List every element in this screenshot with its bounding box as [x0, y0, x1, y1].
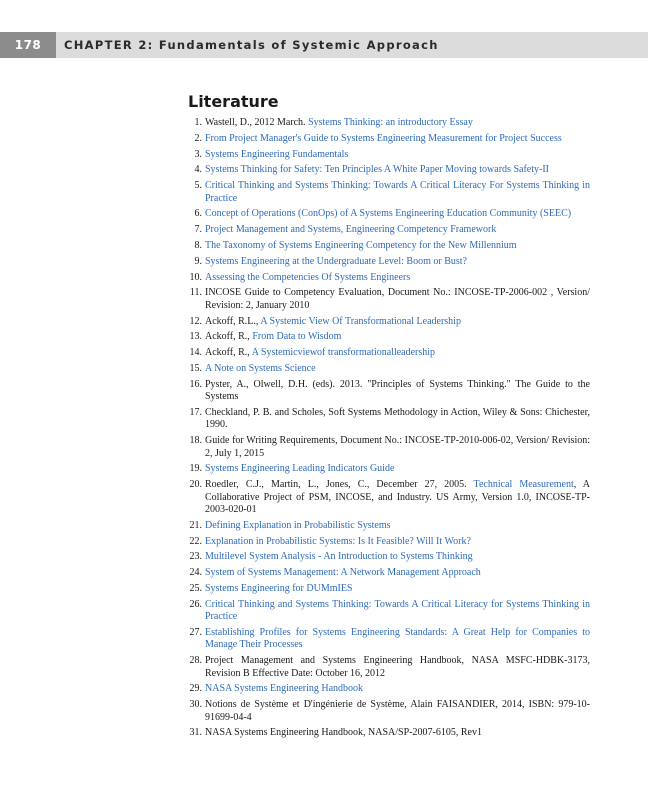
reference-item	[188, 287, 590, 312]
reference-number: 14.	[189, 347, 202, 359]
reference-number: 1.	[194, 117, 202, 128]
reference-item	[188, 149, 590, 161]
reference-list	[188, 117, 590, 743]
reference-item	[188, 407, 590, 432]
reference-item	[188, 435, 590, 460]
reference-item	[188, 627, 590, 652]
reference-item	[188, 379, 590, 404]
reference-number: 12.	[189, 315, 202, 327]
reference-item	[188, 727, 590, 739]
reference-item	[188, 180, 590, 205]
reference-item	[188, 463, 590, 475]
reference-item	[188, 331, 590, 343]
reference-text: Project Management and Systems Engineering Handbook, NASA MSFC-HDBK-3173, Revision B Effective Date: October 16, 2012	[205, 655, 590, 679]
reference-text: Ackoff, R.,	[205, 347, 252, 359]
reference-number: 18.	[189, 435, 202, 447]
reference-number: 20.	[189, 479, 202, 491]
reference-link[interactable]: Systems Engineering for DUMmIES	[205, 582, 353, 594]
reference-number: 17.	[189, 406, 202, 418]
reference-text: Pyster, A., Olwell, D.H. (eds). 2013. "Principles of Systems Thinking." The Guide to the Systems	[205, 378, 590, 403]
chapter-title: CHAPTER 2: Fundamentals of Systemic Approach	[64, 38, 439, 52]
section-heading: Literature	[188, 92, 279, 111]
reference-number: 7.	[194, 224, 202, 236]
reference-link[interactable]: Critical Thinking and Systems Thinking: Towards A Critical Literacy for Systems Thinking in Practice	[205, 598, 590, 623]
reference-item	[188, 208, 590, 220]
reference-text: Roedler, C.J., Martin, L., Jones, C., December 27, 2005.	[205, 479, 474, 491]
reference-number: 22.	[189, 535, 202, 547]
reference-number: 15.	[189, 362, 202, 374]
reference-number: 23.	[189, 551, 202, 563]
reference-item	[188, 224, 590, 236]
reference-number: 24.	[189, 567, 202, 579]
reference-link[interactable]: Systems Engineering Leading Indicators Guide	[205, 463, 395, 475]
reference-link[interactable]: Defining Explanation in Probabilistic Systems	[205, 519, 391, 531]
reference-number: 4.	[194, 164, 202, 176]
reference-text: INCOSE Guide to Competency Evaluation, Document No.: INCOSE-TP-2006-002 , Version/ Revision: 2, January 2010	[205, 287, 590, 311]
reference-item	[188, 536, 590, 548]
chapter-header-bar	[0, 32, 648, 58]
reference-number: 8.	[194, 239, 202, 251]
reference-item	[188, 655, 590, 680]
reference-text: Wastell, D., 2012 March.	[205, 117, 309, 128]
reference-item	[188, 599, 590, 624]
reference-item	[188, 164, 590, 176]
reference-link[interactable]: Explanation in Probabilistic Systems: Is It Feasible? Will It Work?	[205, 535, 471, 547]
reference-item	[188, 133, 590, 145]
reference-item	[188, 551, 590, 563]
reference-number: 21.	[189, 519, 202, 531]
reference-link[interactable]: Systems Engineering Fundamentals	[205, 148, 349, 160]
reference-number: 28.	[189, 655, 202, 667]
reference-number: 11.	[189, 287, 202, 299]
reference-link[interactable]: Systems Thinking: an introductory Essay	[308, 117, 473, 128]
reference-item	[188, 520, 590, 532]
reference-number: 19.	[189, 463, 202, 475]
reference-link[interactable]: NASA Systems Engineering Handbook	[205, 683, 364, 695]
reference-text: Notions de Système et D'ingénierie de Système, Alain FAISANDIER, 2014, ISBN: 979-10-91699-04-4	[205, 699, 590, 723]
reference-text: Guide for Writing Requirements, Document No.: INCOSE-TP-2010-006-02, Version/ Revision: 2, July 1, 2015	[205, 435, 590, 459]
reference-link[interactable]: Concept of Operations (ConOps) of A Systems Engineering Education Community (SEEC)	[205, 208, 572, 220]
reference-item	[188, 316, 590, 328]
reference-item	[188, 117, 590, 129]
reference-item	[188, 347, 590, 359]
reference-item	[188, 363, 590, 375]
reference-link[interactable]: Assessing the Competencies Of Systems Engineers	[205, 271, 411, 283]
reference-link[interactable]: The Taxonomy of Systems Engineering Competency for the New Millennium	[205, 239, 517, 251]
reference-text-after: , A Collaborative Project of PSM, INCOSE, and Industry. US Army, Version 1.0, INCOSE-TP-2003-020-01	[205, 479, 591, 515]
reference-number: 25.	[189, 582, 202, 594]
reference-number: 27.	[189, 626, 202, 638]
reference-link[interactable]: System of Systems Management: A Network Management Approach	[205, 567, 481, 579]
reference-item	[188, 567, 590, 579]
reference-link[interactable]: Project Management and Systems, Engineering Competency Framework	[205, 224, 497, 236]
reference-number: 3.	[194, 148, 202, 160]
reference-number: 5.	[194, 180, 202, 192]
reference-item	[188, 583, 590, 595]
reference-item	[188, 699, 590, 724]
reference-item	[188, 683, 590, 695]
reference-link[interactable]: Multilevel System Analysis - An Introduction to Systems Thinking	[205, 551, 473, 563]
reference-number: 2.	[194, 132, 202, 144]
reference-text: Ackoff, R.,	[205, 331, 253, 343]
reference-number: 6.	[194, 208, 202, 220]
reference-number: 10.	[189, 271, 202, 283]
reference-link[interactable]: From Data to Wisdom	[252, 331, 342, 343]
reference-link[interactable]: Technical Measurement	[473, 479, 574, 491]
reference-text: Checkland, P. B. and Scholes, Soft Systems Methodology in Action, Wiley & Sons: Chichester, 1990.	[205, 406, 590, 431]
reference-number: 13.	[189, 331, 202, 343]
reference-text: Ackoff, R.L.,	[205, 315, 261, 327]
reference-item	[188, 256, 590, 268]
reference-number: 16.	[189, 378, 202, 390]
reference-link[interactable]: Critical Thinking and Systems Thinking: Towards A Critical Literacy For Systems Thinking in Practice	[205, 180, 590, 204]
reference-number: 30.	[189, 699, 202, 711]
reference-link[interactable]: A Systemicviewof transformationalleadership	[251, 347, 436, 359]
reference-link[interactable]: A Note on Systems Science	[205, 362, 316, 374]
reference-number: 29.	[189, 683, 202, 695]
reference-number: 26.	[189, 598, 202, 610]
reference-link[interactable]: Establishing Profiles for Systems Engineering Standards: A Great Help for Companies to Manage Their Processes	[205, 626, 590, 651]
reference-item	[188, 272, 590, 284]
reference-link[interactable]: Systems Engineering at the Undergraduate Level: Boom or Bust?	[205, 255, 467, 267]
reference-text: NASA Systems Engineering Handbook, NASA/SP-2007-6105, Rev1	[205, 727, 482, 739]
reference-link[interactable]: Systems Thinking for Safety: Ten Principles A White Paper Moving towards Safety-II	[205, 164, 549, 176]
reference-link[interactable]: A Systemic View Of Transformational Leadership	[260, 315, 461, 327]
reference-number: 31.	[189, 727, 202, 739]
reference-link[interactable]: From Project Manager's Guide to Systems Engineering Measurement for Project Success	[205, 132, 562, 144]
reference-number: 9.	[194, 255, 202, 267]
reference-item	[188, 240, 590, 252]
reference-item	[188, 479, 590, 516]
page-number: 178	[0, 32, 56, 58]
